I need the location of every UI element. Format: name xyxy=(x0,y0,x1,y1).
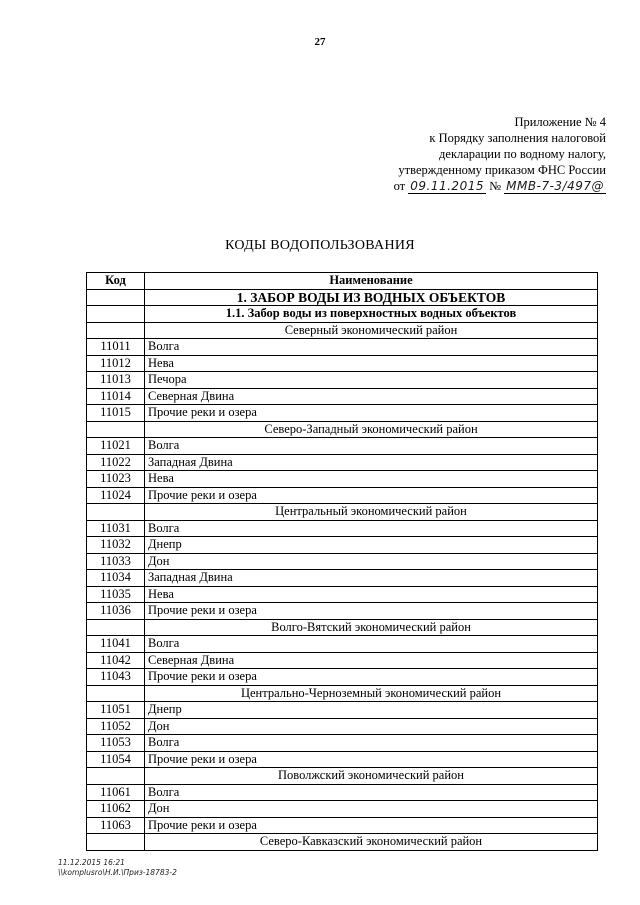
code-cell: 11036 xyxy=(87,603,145,620)
code-cell: 11041 xyxy=(87,636,145,653)
appendix-block xyxy=(346,114,606,194)
name-cell: Дон xyxy=(145,801,598,818)
code-cell: 11021 xyxy=(87,438,145,455)
table-body xyxy=(87,289,598,850)
code-cell: 11023 xyxy=(87,471,145,488)
region-heading-row xyxy=(87,421,598,438)
order-number: ММВ-7-3/497@ xyxy=(506,179,604,193)
region-heading: Центральный экономический район xyxy=(145,504,598,521)
header-name: Наименование xyxy=(145,273,598,290)
empty-code-cell xyxy=(87,685,145,702)
code-cell: 11062 xyxy=(87,801,145,818)
code-cell: 11053 xyxy=(87,735,145,752)
code-cell: 11024 xyxy=(87,487,145,504)
name-cell: Печора xyxy=(145,372,598,389)
code-cell: 11013 xyxy=(87,372,145,389)
name-cell: Нева xyxy=(145,586,598,603)
table-row xyxy=(87,702,598,719)
print-stamp-date: 11.12.2015 16:21 xyxy=(58,858,125,867)
empty-code-cell xyxy=(87,421,145,438)
table-row xyxy=(87,553,598,570)
code-cell: 11033 xyxy=(87,553,145,570)
region-heading-row xyxy=(87,619,598,636)
page-number: 27 xyxy=(314,36,326,48)
empty-code-cell xyxy=(87,306,145,323)
region-heading: Северо-Западный экономический район xyxy=(145,421,598,438)
name-cell: Днепр xyxy=(145,702,598,719)
appendix-line-1: Приложение № 4 xyxy=(514,115,606,129)
order-number-label: № xyxy=(489,179,502,193)
table-row xyxy=(87,537,598,554)
empty-code-cell xyxy=(87,768,145,785)
name-cell: Дон xyxy=(145,718,598,735)
code-cell: 11011 xyxy=(87,339,145,356)
name-cell: Нева xyxy=(145,355,598,372)
empty-code-cell xyxy=(87,619,145,636)
code-cell: 11022 xyxy=(87,454,145,471)
table-row xyxy=(87,718,598,735)
code-cell: 11054 xyxy=(87,751,145,768)
table-row xyxy=(87,520,598,537)
name-cell: Северная Двина xyxy=(145,388,598,405)
code-cell: 11063 xyxy=(87,817,145,834)
name-cell: Волга xyxy=(145,438,598,455)
name-cell: Дон xyxy=(145,553,598,570)
table-row xyxy=(87,454,598,471)
table-header-row xyxy=(87,273,598,290)
table-row xyxy=(87,669,598,686)
section-heading: 1. ЗАБОР ВОДЫ ИЗ ВОДНЫХ ОБЪЕКТОВ xyxy=(145,289,598,306)
name-cell: Волга xyxy=(145,636,598,653)
region-heading-row xyxy=(87,504,598,521)
name-cell: Волга xyxy=(145,735,598,752)
name-cell: Западная Двина xyxy=(145,454,598,471)
region-heading: Северо-Кавказский экономический район xyxy=(145,834,598,851)
print-stamp-path: \\komplusro\Н.И.\Приз-18783-2 xyxy=(58,868,177,877)
name-cell: Волга xyxy=(145,520,598,537)
empty-code-cell xyxy=(87,504,145,521)
table-row xyxy=(87,603,598,620)
table-row xyxy=(87,751,598,768)
table-row xyxy=(87,372,598,389)
empty-code-cell xyxy=(87,834,145,851)
appendix-line-2: к Порядку заполнения налоговой xyxy=(429,131,606,145)
table-row xyxy=(87,784,598,801)
table-row xyxy=(87,817,598,834)
code-cell: 11042 xyxy=(87,652,145,669)
code-cell: 11031 xyxy=(87,520,145,537)
name-cell: Нева xyxy=(145,471,598,488)
name-cell: Прочие реки и озера xyxy=(145,751,598,768)
region-heading-row xyxy=(87,685,598,702)
table-row xyxy=(87,405,598,422)
name-cell: Волга xyxy=(145,339,598,356)
empty-code-cell xyxy=(87,289,145,306)
region-heading: Центрально-Черноземный экономический район xyxy=(145,685,598,702)
order-date: 09.11.2015 xyxy=(410,179,484,193)
empty-code-cell xyxy=(87,322,145,339)
region-heading-row xyxy=(87,322,598,339)
table-row xyxy=(87,471,598,488)
table-row xyxy=(87,652,598,669)
table-row xyxy=(87,355,598,372)
section-heading-row xyxy=(87,289,598,306)
code-cell: 11043 xyxy=(87,669,145,686)
name-cell: Волга xyxy=(145,784,598,801)
appendix-line-3: декларации по водному налогу, xyxy=(439,147,606,161)
print-stamp xyxy=(58,858,177,878)
code-cell: 11014 xyxy=(87,388,145,405)
name-cell: Западная Двина xyxy=(145,570,598,587)
code-cell: 11015 xyxy=(87,405,145,422)
table-row xyxy=(87,586,598,603)
name-cell: Днепр xyxy=(145,537,598,554)
order-line xyxy=(346,178,606,194)
code-cell: 11034 xyxy=(87,570,145,587)
order-from-label: от xyxy=(393,179,406,193)
code-cell: 11032 xyxy=(87,537,145,554)
code-cell: 11051 xyxy=(87,702,145,719)
name-cell: Прочие реки и озера xyxy=(145,817,598,834)
name-cell: Прочие реки и озера xyxy=(145,669,598,686)
table-row xyxy=(87,339,598,356)
code-cell: 11035 xyxy=(87,586,145,603)
region-heading: Северный экономический район xyxy=(145,322,598,339)
header-code: Код xyxy=(87,273,145,290)
code-cell: 11012 xyxy=(87,355,145,372)
table-row xyxy=(87,388,598,405)
table-row xyxy=(87,801,598,818)
code-cell: 11052 xyxy=(87,718,145,735)
appendix-line-4: утвержденному приказом ФНС России xyxy=(398,163,606,177)
region-heading: Волго-Вятский экономический район xyxy=(145,619,598,636)
document-title: КОДЫ ВОДОПОЛЬЗОВАНИЯ xyxy=(225,238,415,253)
name-cell: Северная Двина xyxy=(145,652,598,669)
code-cell: 11061 xyxy=(87,784,145,801)
subsection-heading: 1.1. Забор воды из поверхностных водных объектов xyxy=(145,306,598,323)
region-heading: Поволжский экономический район xyxy=(145,768,598,785)
table-row xyxy=(87,570,598,587)
region-heading-row xyxy=(87,834,598,851)
water-use-codes-table xyxy=(86,272,598,851)
table-row xyxy=(87,487,598,504)
table-row xyxy=(87,636,598,653)
subsection-heading-row xyxy=(87,306,598,323)
name-cell: Прочие реки и озера xyxy=(145,405,598,422)
region-heading-row xyxy=(87,768,598,785)
table-row xyxy=(87,735,598,752)
name-cell: Прочие реки и озера xyxy=(145,487,598,504)
name-cell: Прочие реки и озера xyxy=(145,603,598,620)
table-row xyxy=(87,438,598,455)
